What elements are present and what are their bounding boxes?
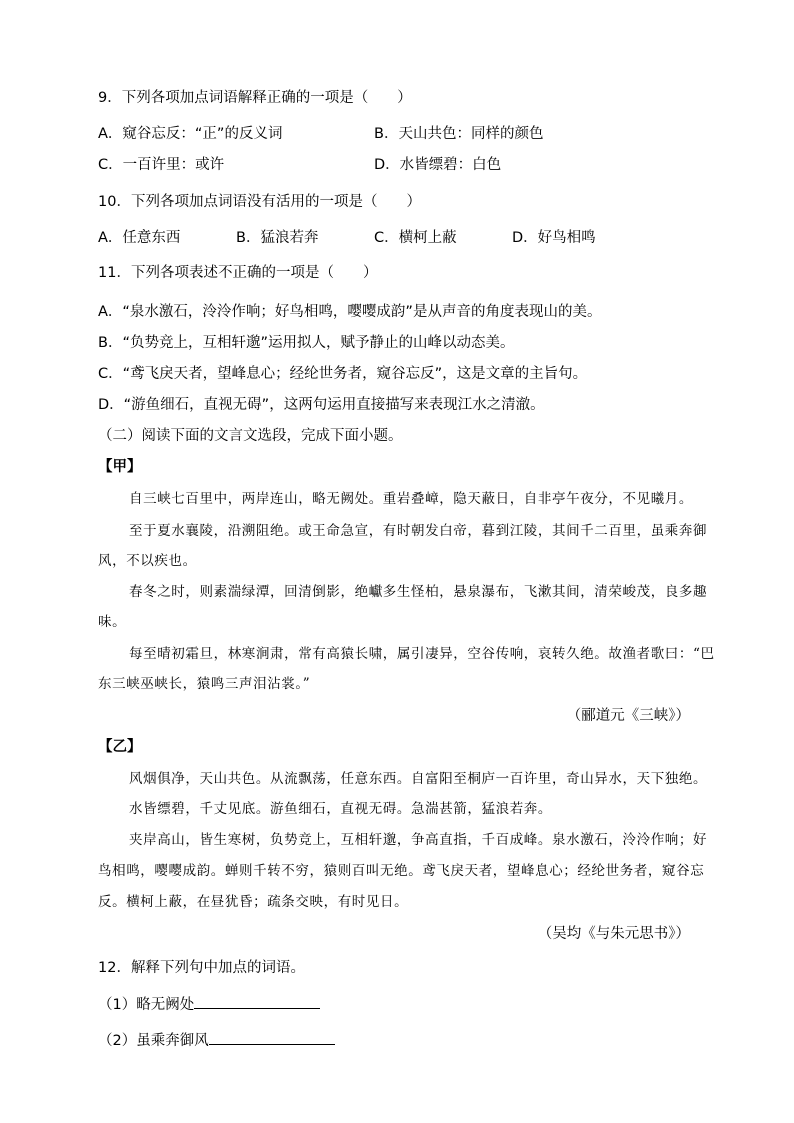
q11-option-a: A．“泉水激石，泠泠作响；好鸟相鸣，嘤嘤成韵”是从声音的角度表现山的美。 (98, 304, 602, 320)
jia-paragraph-4-line-2: 东三峡巫峡长，猿鸣三声泪沾裳。” (98, 676, 311, 692)
passage-yi-label: 【乙】 (98, 739, 142, 755)
jia-paragraph-3-line-1: 春冬之时，则素湍绿潭，回清倒影，绝巘多生怪柏，悬泉瀑布，飞漱其间，清荣峻茂，良多趣 (129, 584, 708, 600)
q12-item-2-answer-blank[interactable] (209, 1029, 335, 1045)
yi-paragraph-2: 水皆缥碧，千丈见底。游鱼细石，直视无碍。急湍甚箭，猛浪若奔。 (129, 801, 552, 817)
q10-option-d: D．好鸟相鸣 (512, 230, 596, 246)
q12-item-2 (98, 1029, 335, 1051)
jia-paragraph-1: 自三峡七百里中，两岸连山，略无阙处。重岩叠嶂，隐天蔽日，自非亭午夜分，不见曦月。 (129, 491, 693, 507)
q10-option-b: B．猛浪若奔 (236, 230, 319, 246)
q11-option-b: B．“负势竞上，互相轩邈”运用拟人，赋予静止的山峰以动态美。 (98, 335, 515, 351)
q12-item-1 (98, 993, 320, 1015)
jia-paragraph-2-line-1: 至于夏水襄陵，沿溯阻绝。或王命急宣，有时朝发白帝，暮到江陵，其间千二百里，虽乘奔御 (129, 523, 708, 539)
q12-stem: 12．解释下列句中加点的词语。 (98, 960, 305, 976)
section-heading: （二）阅读下面的文言文选段，完成下面小题。 (98, 428, 403, 444)
yi-paragraph-3-line-1: 夹岸高山，皆生寒树，负势竞上，互相轩邈，争高直指，千百成峰。泉水激石，泠泠作响；好 (129, 832, 708, 848)
jia-paragraph-3-line-2: 味。 (98, 614, 127, 630)
jia-paragraph-4-line-1: 每至晴初霜旦，林寒涧肃，常有高猿长啸，属引凄异，空谷传响，哀转久绝。故渔者歌曰：“巴 (129, 646, 715, 662)
q10-option-c: C．横柯上蔽 (374, 230, 457, 246)
q9-stem: 9．下列各项加点词语解释正确的一项是（ ） (98, 90, 412, 106)
q9-option-b: B．天山共色：同样的颜色 (374, 126, 544, 142)
q9-option-d: D．水皆缥碧：白色 (374, 157, 502, 173)
q12-item-2-text: （2）虽乘奔御风 (98, 1033, 209, 1049)
q10-stem: 10．下列各项加点词语没有活用的一项是（ ） (98, 194, 421, 210)
q9-option-a: A．窥谷忘反：“正”的反义词 (98, 126, 283, 142)
q12-item-1-text: （1）略无阙处 (98, 997, 195, 1013)
q9-option-c: C．一百许里：或许 (98, 157, 225, 173)
jia-source: （郦道元《三峡》） (566, 708, 690, 724)
q11-option-d: D．“游鱼细石，直视无碍”，这两句运用直接描写来表现江水之清澈。 (98, 397, 545, 413)
yi-source: （吴均《与朱元思书》） (537, 926, 690, 942)
yi-paragraph-1: 风烟俱净，天山共色。从流飘荡，任意东西。自富阳至桐庐一百许里，奇山异水，天下独绝。 (129, 771, 708, 787)
jia-paragraph-2-line-2: 风，不以疾也。 (98, 553, 197, 569)
yi-paragraph-3-line-2: 鸟相鸣，嘤嘤成韵。蝉则千转不穷，猿则百叫无绝。鸢飞戾天者，望峰息心；经纶世务者，窥谷忘 (98, 863, 705, 879)
passage-jia-label: 【甲】 (98, 459, 142, 475)
q11-option-c: C．“鸢飞戾天者，望峰息心；经纶世务者，窥谷忘反”，这是文章的主旨句。 (98, 366, 588, 382)
q12-item-1-answer-blank[interactable] (194, 993, 320, 1009)
q11-stem: 11．下列各项表述不正确的一项是（ ） (98, 265, 378, 281)
yi-paragraph-3-line-3: 反。横柯上蔽，在昼犹昏；疏条交映，有时见日。 (98, 894, 409, 910)
q10-option-a: A．任意东西 (98, 230, 181, 246)
